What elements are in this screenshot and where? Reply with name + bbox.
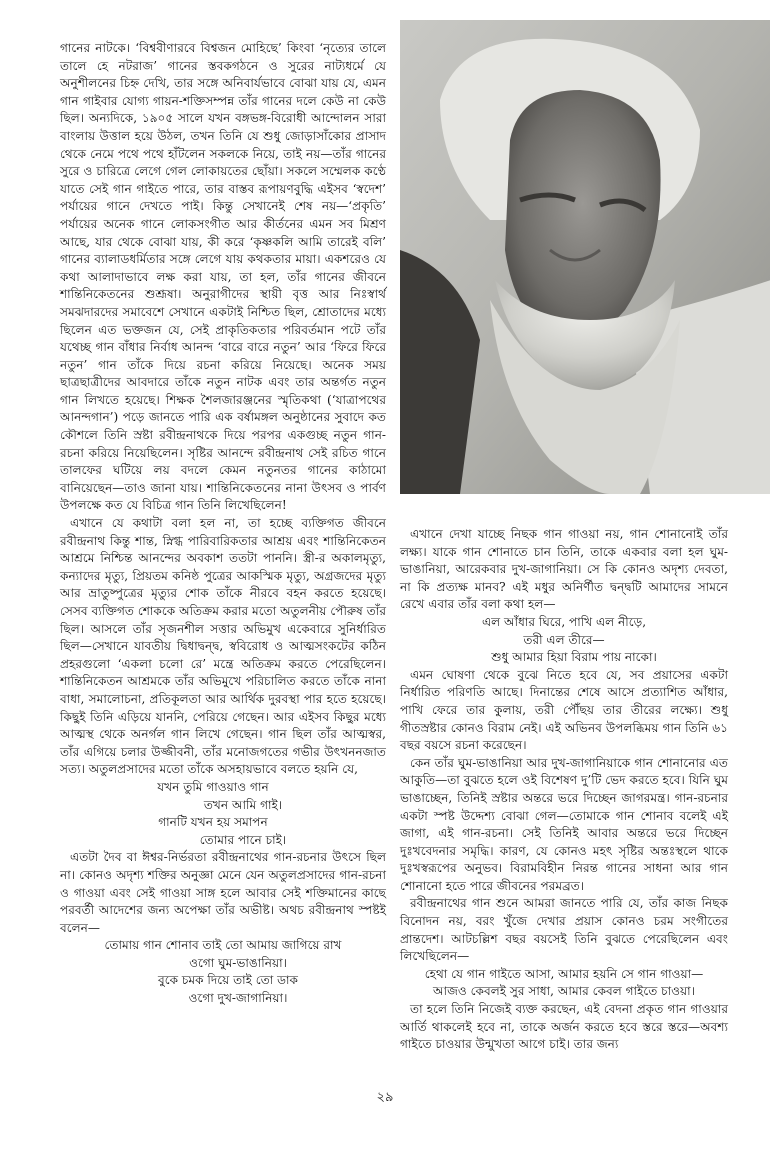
left-column [60,40,386,1008]
poem-line: বুকে চমক দিয়ে তাই তো ডাক [157,973,298,988]
right-column [400,526,728,1054]
poem-line: হেথা যে গান গাইতে আসা, আমার হয়নি সে গান গাওয়া— [424,966,704,981]
page-number: ২৯ [376,1090,394,1105]
poem-line: শুধু আমার হিয়া বিরাম পায় নাকো। [491,650,657,665]
paragraph: এতটা দৈব বা ঈশ্বর-নির্ভরতা রবীন্দ্রনাথের গান-রচনার উৎসে ছিল না। কোনও অদৃশ্য শক্তির অনুজ্ঞা মেনে যেন অতুলপ্রসাদের গান-রচনা ও গাওয়া এবং সেই গাওয়া সাঙ্গ হলে আবার সেই শক্তিমানের কাছে পরবর্তী আদেশের জন্য অপেক্ষা তাঁর অভীষ্ট। অথচ রবীন্দ্রনাথ স্পষ্টই বলেন— [60,850,386,935]
poem-line: তোমায় গান শোনাব তাই তো আমায় জাগিয়ে রাখ [104,938,342,953]
poem-quote [400,614,728,667]
poem-line: ওগো দুখ-জাগানিয়া। [188,991,288,1006]
poem-line: তখন আমি গাই। [203,797,283,812]
paragraph: রবীন্দ্রনাথের গান শুনে আমরা জানতে পারি যে, তাঁর কাজ নিছক বিনোদন নয়, বরং খুঁজে দেখার প্রয়াস কোনও চরম সংগীতের প্রান্তদেশ। আটচল্লিশ বছর বয়সেই তিনি বুঝতে পেরেছিলেন এবং লিখেছিলেন— [400,896,728,964]
poem-line: গানটি যখন হয় সমাপন [158,815,268,830]
poem-quote [60,937,386,1007]
poem-line: আজও কেবলই সুর সাধা, আমার কেবল গাইতে চাওয়া। [432,984,696,999]
paragraph: কেন তাঁর ঘুম-ভাঙানিয়া আর দুখ-জাগানিয়াকে গান শোনানোর এত আকুতি—তা বুঝতে হলে ওই বিশেষণ দু’টি ভেদ করতে হবে। যিনি ঘুম ভাঙাচ্ছেন, তিনিই স্রষ্টার অন্তরে ভরে দিচ্ছেন জাগরমন্ত্র। গান-রচনার একটা স্পষ্ট উদ্দেশ্য বোঝা গেল—তোমাকে গান শোনাব বলেই এই জাগা, এই গান-রচনা। সেই তিনিই আবার অন্তরে ভরে দিচ্ছেন দুঃখবেদনার সমৃদ্ধি। কারণ, যে কোনও মহৎ সৃষ্টির অন্তঃস্থলে থাকে দুঃখস্বরূপের অনুভব। বিরামবিহীন নিরন্ত গানের সাধনা আর গান শোনানো হতে পারে জীবনের পরমব্রত। [400,755,728,893]
poem-quote [400,966,728,1001]
poem-line: এল আঁধার ঘিরে, পাখি এল নীড়ে, [481,614,647,629]
paragraph: গানের নাটকে। ‘বিশ্ববীণারবে বিশ্বজন মোহিছে’ কিংবা ‘নৃত্যের তালে তালে হে নটরাজ’ গানের স্তবকগঠনে ও সুরের নাট্যধর্মে যে অনুশীলনের চিহ্ন দেখি, তার সঙ্গে অনিবার্যভাবে বোঝা যায় যে, এমন গান গাইবার যোগ্য গায়ন-শক্তিসম্পন্ন তাঁর গানের দলে কেউ না কেউ ছিল। অন্যদিকে, ১৯০৫ সালে যখন বঙ্গভঙ্গ-বিরোধী আন্দোলন সারা বাংলায় উত্তাল হয়ে উঠল, তখন তিনি যে শুধু জোড়াসাঁকোর প্রাসাদ থেকে নেমে পথে পথে হাঁটলেন সকলকে নিয়ে, তাই নয়—তাঁর গানের সুরে ও চারিত্রে লেগে গেল লোকায়তের ছোঁয়া। সকলে সম্মেলক কণ্ঠে যাতে সেই গান গাইতে পারে, তার বাস্তব রূপায়ণবুদ্ধি এইসব ‘স্বদেশ’ পর্যায়ের গানে দেখতে পাই। কিন্তু সেখানেই শেষ নয়—‘প্রকৃতি’ পর্যায়ের অনেক গানে লোকসংগীত আর কীর্তনের এমন সব মিশ্রণ আছে, যার থেকে বোঝা যায়, কী করে ‘কৃষ্ণকলি আমি তারেই বলি’ গানের ব্যালাডধর্মিতার সঙ্গে লেগে যায় কথকতার মায়া। একশরেও যে কথা আলাদাভাবে লক্ষ করা যায়, তা হল, তাঁর গানের জীবনে শান্তিনিকেতনের শুশ্রূষা। অনুরাগীদের স্থায়ী বৃত্ত আর নিঃস্বার্থ সমঝদারদের সমাবেশে সেখানে একটাই নিশ্চিত ছিল, শ্রোতাদের মধ্যে ছিলেন এত ভক্তজন যে, সেই প্রাকৃতিকতার পরিবর্তমান পটে তাঁর যথেচ্ছ গান বাঁধার নির্বাধ আনন্দ ‘বারে বারে নতুন’ আর ‘ফিরে ফিরে নতুন’ গান তাঁকে দিয়ে রচনা করিয়ে নিয়েছে। অনেক সময় ছাত্রছাত্রীদের আবদারে তাঁকে নতুন নাটক এবং তার অন্তর্গত নতুন গান লিখতে হয়েছে। শিক্ষক শৈলজারঞ্জনের স্মৃতিকথা (‘যাত্রাপথের আনন্দগান’) পড়ে জানতে পারি এক বর্ষামঙ্গল অনুষ্ঠানের সুবাদে কত কৌশলে তিনি স্রষ্টা রবীন্দ্রনাথকে দিয়ে পরপর একগুচ্ছ নতুন গান-রচনা করিয়ে নিয়েছিলেন। সৃষ্টির আনন্দে রবীন্দ্রনাথ সেই রচিত গানে তালফের ঘটিয়ে লয় বদলে কেমন নতুনতর গানের কাঠামো বানিয়েছেন—তাও জানা যায়। শান্তিনিকেতনের নানা উৎসব ও পার্বণ উপলক্ষে কত যে বিচিত্র গান তিনি লিখেছিলেন! [60,41,386,513]
portrait-photo [400,20,770,494]
poem-line: ওগো ঘুম-ভাঙানিয়া। [189,955,287,970]
poem-line: তরী এল তীরে— [523,632,605,647]
poem-line: যখন তুমি গাওয়াও গান [157,779,269,794]
poem-line: তোমার পানে চাই। [199,832,287,847]
poem-quote [60,779,386,849]
paragraph: এখানে যে কথাটা বলা হল না, তা হচ্ছে ব্যক্তিগত জীবনে রবীন্দ্রনাথ কিন্তু শান্ত, স্নিগ্ধ পারিবারিকতার আশ্রয় এবং শান্তিনিকেতন আশ্রমে নিশ্চিন্ত আনন্দের অবকাশ ততটা পাননি। স্ত্রী-র অকালমৃত্যু, কন্যাদের মৃত্যু, প্রিয়তম কনিষ্ঠ পুত্রের আকস্মিক মৃত্যু, অগ্রজদের মৃত্যু আর ভ্রাতুষ্পুত্রের মৃত্যুর শোক তাঁকে নীরবে বহন করতে হয়েছে। সেসব ব্যক্তিগত শোককে অতিক্রম করার মতো অতুলনীয় পৌরুষ তাঁর ছিল। আসলে তাঁর সৃজনশীল সত্তার অভিমুখ একেবারে সুনির্ধারিত ছিল—সেখানে যাবতীয় দ্বিধাদ্বন্দ্ব, স্ববিরোধ ও আত্মসংকটের কঠিন প্রহরগুলো ‘একলা চলো রে’ মন্ত্রে অতিক্রম করতে পেরেছিলেন। শান্তিনিকেতন আশ্রমকে তাঁর অভিমুখে পরিচালিত করতে তাঁকে নানা বাধা, সমালোচনা, প্রতিকূলতা আর আর্থিক দুরবস্থা পার হতে হয়েছে। কিছুই তিনি এড়িয়ে যাননি, পেরিয়ে গেছেন। আর এইসব কিছুর মধ্যে আত্মস্থ থেকে অনর্গল গান লিখে গেছেন। গান ছিল তাঁর আত্মস্বর, তাঁর এগিয়ে চলার উজ্জীবনী, তাঁর মনোজগতের গভীর উৎখননজাত সত্য। অতুলপ্রসাদের মতো তাঁকে অসহায়ভাবে বলতে হয়নি যে, [60,516,386,777]
paragraph: এখানে দেখা যাচ্ছে নিছক গান গাওয়া নয়, গান শোনানোই তাঁর লক্ষ্য। যাকে গান শোনাতে চান তিনি, তাকে একবার বলা হল ঘুম-ভাঙানিয়া, আরেকবার দুখ-জাগানিয়া। সে কি কোনও অদৃশ্য দেবতা, না কি প্রত্যক্ষ মানব? এই মধুর অনির্ণীত দ্বন্দ্বটি আমাদের সামনে রেখে এবার তাঁর বলা কথা হল— [400,527,728,612]
paragraph: তা হলে তিনি নিজেই ব্যক্ত করছেন, এই বেদনা প্রকৃত গান গাওয়ার আর্তি থাকলেই হবে না, তাকে অর্জন করতে হবে স্তরে স্তরে—অবশ্য গাইতে চাওয়ার উন্মুখতা আগে চাই। তার জন্য [400,1002,728,1052]
portrait-image [400,20,770,494]
paragraph: এমন ঘোষণা থেকে বুঝে নিতে হবে যে, সব প্রয়াসের একটা নির্ধারিত পরিণতি আছে। দিনান্তের শেষে আসে প্রত্যাশিত আঁধার, পাখি ফেরে তার কুলায়, তরী পৌঁছয় তার তীরের লক্ষ্যে। শুধু গীতস্রষ্টার কোনও বিরাম নেই। এই অভিনব উপলব্ধিময় গান তিনি ৬১ বছর বয়সে রচনা করেছেন। [400,667,728,753]
